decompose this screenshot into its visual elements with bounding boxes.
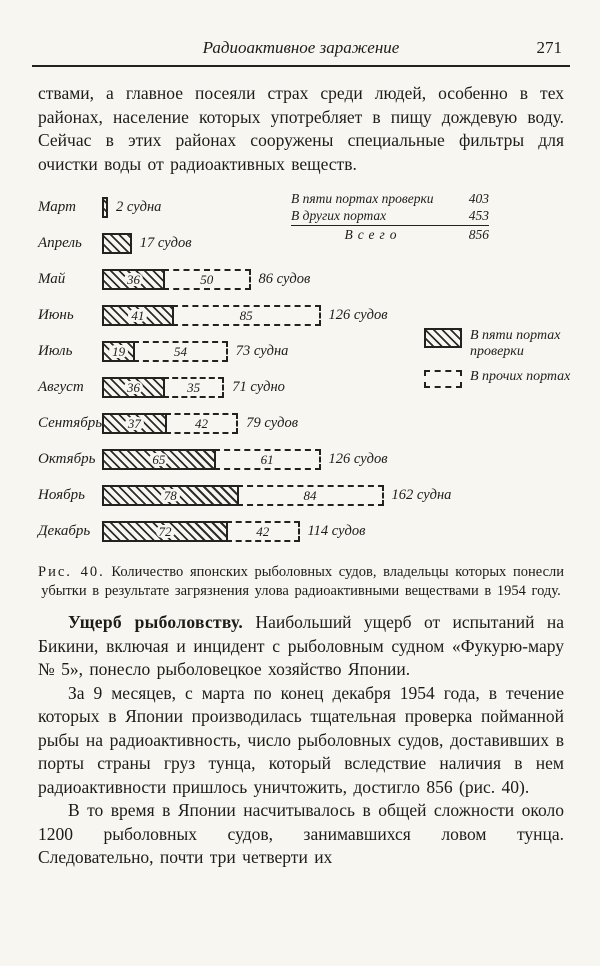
bar-value: 42 [256, 523, 270, 539]
bar-group [102, 341, 288, 362]
checked-ports-bar [102, 197, 108, 218]
paragraph-lead-rest: Наибольший ущерб от испытаний на Бикини, включая и инцидент с рыболовным судном «Фукурю-мару № 5», понесло рыболовецкое хозяйство Японии. [38, 612, 565, 679]
summary-label: В пяти портах проверки [291, 191, 434, 206]
month-label: Октябрь [38, 450, 96, 467]
summary-value: 856 [468, 227, 489, 242]
bar-value: 72 [156, 525, 175, 538]
summary-value: 403 [468, 191, 489, 206]
paragraph-nine-months: За 9 месяцев, с марта по конец декабря 1954 года, в течение которых в Японии производилась тщательная проверка пойманной рыбы на радиоактивность, число рыболовных судов, доставивших в порты страны груз тунца, который вследствие наличия в нем радиоактивности пришлось уничтожить, достигло 856 (рис. 40). [38, 682, 564, 797]
summary-label: В других портах [291, 208, 387, 223]
summary-row [291, 207, 489, 226]
bar-value: 84 [303, 487, 317, 503]
paragraph-continuation: ствами, а главное посеяли страх среди людей, особенно в тех районах, население которых употребляет в пищу дождевую воду. Сейчас в этих районах сооружены специальные фильтры для очистки воды от радиоактивных веществ. [38, 83, 564, 174]
bar-value: 37 [125, 417, 144, 430]
month-label: Декабрь [38, 522, 91, 539]
month-label: Июль [38, 342, 73, 359]
checked-ports-bar [102, 413, 167, 434]
paragraph-damage-to-fishing [38, 611, 564, 682]
bar-group [102, 305, 387, 326]
running-header [38, 38, 564, 60]
row-total-label: 162 судна [391, 486, 452, 503]
paragraph-lead-in: Ущерб рыболовству. [68, 612, 244, 632]
month-label: Сентябрь [38, 414, 103, 431]
row-total-label: 73 судна [235, 342, 289, 359]
summary-value: 453 [468, 208, 489, 223]
row-total-label: 86 судов [258, 270, 311, 287]
chart-row [38, 513, 564, 549]
bar-group [102, 197, 161, 218]
checked-ports-bar [102, 449, 216, 470]
chart-row [38, 477, 564, 513]
bar-value: 42 [195, 415, 208, 431]
checked-ports-bar [102, 521, 228, 542]
month-label: Апрель [38, 234, 82, 251]
bar-value: 78 [161, 489, 180, 502]
month-label: Июнь [38, 306, 74, 323]
checked-ports-bar [102, 305, 174, 326]
header-rule [32, 65, 570, 67]
other-ports-bar [237, 485, 384, 506]
summary-label: Всего [344, 227, 402, 242]
paragraph-total-vessels: В то время в Японии насчитывалось в общей сложности около 1200 рыболовных судов, занимавшихся ловом тунца. Следовательно, почти три четверти их [38, 800, 564, 867]
bar-group [102, 269, 310, 290]
row-total-label: 79 судов [246, 414, 298, 431]
chart-row [38, 261, 564, 297]
bar-group [102, 413, 298, 434]
bar-group [102, 233, 191, 254]
month-label: Март [38, 198, 76, 215]
month-label: Май [38, 270, 66, 287]
other-ports-bar [163, 377, 224, 398]
legend-item [424, 369, 600, 388]
figure-40-chart [38, 189, 571, 555]
row-total-label: 2 судна [116, 198, 162, 215]
bar-group [102, 521, 365, 542]
bar-value: 35 [187, 379, 201, 395]
bar-value: 54 [174, 343, 187, 359]
row-total-label: 71 судно [232, 378, 285, 395]
legend-swatch-hatched [424, 328, 462, 348]
other-ports-bar [172, 305, 321, 326]
bar-value: 41 [128, 309, 147, 322]
other-ports-bar [133, 341, 228, 362]
other-ports-bar [214, 449, 321, 470]
chart-row [38, 405, 564, 441]
bar-value: 85 [239, 307, 253, 323]
figure-caption-text: Количество японских рыболовных судов, владельцы которых понесли убытки в результате загрязнения улова радиоактивными веществами в 1954 году. [41, 564, 564, 599]
other-ports-bar [165, 413, 239, 434]
running-title: Радиоактивное заражение [202, 38, 400, 57]
totals-summary-table [291, 190, 489, 243]
page-number: 271 [536, 38, 562, 57]
bar-value: 50 [200, 271, 214, 287]
other-ports-bar [226, 521, 300, 542]
legend-label: В прочих портах [470, 369, 571, 384]
bar-value: 65 [149, 453, 168, 466]
figure-caption [38, 563, 564, 600]
month-label: Август [38, 378, 84, 395]
bar-group [102, 449, 387, 470]
chart-row [38, 441, 564, 477]
checked-ports-bar [102, 233, 132, 254]
bar-group [102, 377, 285, 398]
checked-ports-bar [102, 341, 135, 362]
row-total-label: 126 судов [328, 306, 388, 323]
bar-value: 19 [109, 345, 128, 358]
bar-value: 36 [124, 381, 143, 394]
row-total-label: 17 судов [139, 234, 192, 251]
row-total-label: 126 судов [328, 450, 388, 467]
chart-legend [424, 328, 600, 397]
row-total-label: 114 судов [307, 522, 366, 539]
summary-row [291, 190, 489, 207]
legend-swatch-dashed [424, 370, 462, 388]
checked-ports-bar [102, 485, 239, 506]
bar-value: 36 [124, 273, 143, 286]
checked-ports-bar [102, 377, 165, 398]
checked-ports-bar [102, 269, 165, 290]
month-label: Ноябрь [38, 486, 85, 503]
summary-row [291, 226, 489, 243]
other-ports-bar [163, 269, 251, 290]
legend-item [424, 328, 600, 360]
bar-group [102, 485, 451, 506]
figure-caption-label: Рис. 40. [38, 564, 105, 580]
legend-label: В пяти портах проверки [470, 328, 561, 359]
bar-value: 61 [260, 451, 274, 467]
